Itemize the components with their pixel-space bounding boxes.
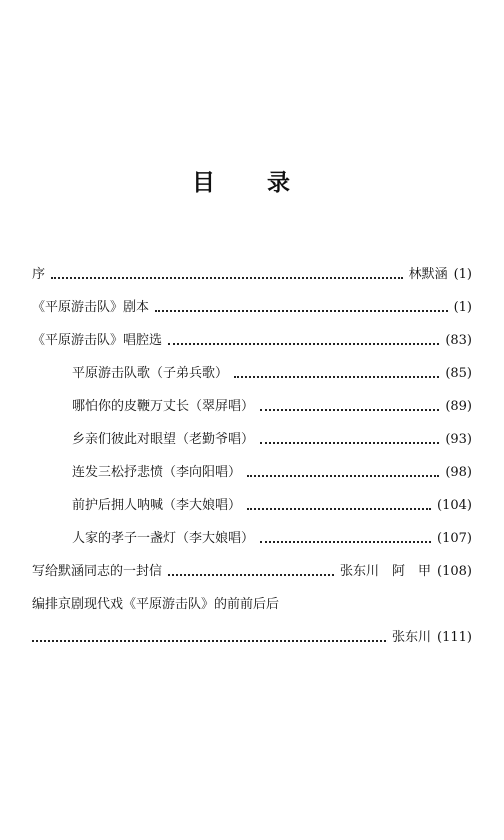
toc-entry-title: 哪怕你的皮鞭万丈长（翠屏唱）: [72, 399, 255, 414]
leader-dots: [32, 630, 386, 642]
toc-subentry[interactable]: [32, 429, 472, 451]
toc-entry-afterword-title[interactable]: [32, 594, 472, 616]
toc-entry-arias[interactable]: [32, 330, 472, 352]
toc-entry-page: (104): [437, 498, 472, 513]
leader-dots: [260, 399, 439, 411]
toc-entry-author: 林默涵: [408, 267, 448, 282]
toc-entry-page: (1): [453, 267, 472, 282]
table-of-contents: [32, 264, 472, 660]
toc-entry-letter[interactable]: [32, 561, 472, 583]
leader-dots: [260, 432, 439, 444]
toc-entry-title: 序: [32, 267, 46, 282]
leader-dots: [260, 531, 431, 543]
toc-entry-title: 前护后拥人呐喊（李大娘唱）: [72, 498, 242, 513]
toc-entry-author: 张东川: [392, 630, 432, 645]
toc-entry-title: 编排京剧现代戏《平原游击队》的前前后后: [32, 597, 280, 612]
toc-subentry[interactable]: [32, 396, 472, 418]
toc-entry-preface[interactable]: [32, 264, 472, 286]
page-title: 目 录: [191, 170, 312, 196]
leader-dots: [51, 267, 403, 279]
leader-dots: [234, 366, 439, 378]
toc-entry-page: (83): [445, 333, 472, 348]
toc-entry-page: (93): [445, 432, 472, 447]
toc-entry-page: (98): [445, 465, 472, 480]
toc-entry-title: 人家的孝子一盏灯（李大娘唱）: [72, 531, 255, 546]
toc-entry-title: 平原游击队歌（子弟兵歌）: [72, 366, 229, 381]
leader-dots: [168, 564, 334, 576]
toc-entry-page: (111): [437, 630, 472, 645]
toc-entry-title: 《平原游击队》唱腔选: [32, 333, 163, 348]
toc-entry-title: 乡亲们彼此对眼望（老勤爷唱）: [72, 432, 255, 447]
toc-entry-script[interactable]: [32, 297, 472, 319]
toc-entry-page: (1): [453, 300, 472, 315]
toc-subentry[interactable]: [32, 363, 472, 385]
leader-dots: [155, 300, 448, 312]
toc-entry-author: 张东川 阿 甲: [340, 564, 432, 579]
toc-entry-title: 连发三松抒悲愤（李向阳唱）: [72, 465, 242, 480]
leader-dots: [247, 465, 439, 477]
toc-entry-page: (89): [445, 399, 472, 414]
toc-subentry[interactable]: [32, 528, 472, 550]
toc-entry-afterword-leader[interactable]: [32, 627, 472, 649]
leader-dots: [247, 498, 431, 510]
toc-entry-page: (108): [437, 564, 472, 579]
toc-entry-title: 《平原游击队》剧本: [32, 300, 150, 315]
toc-entry-page: (107): [437, 531, 472, 546]
toc-entry-page: (85): [445, 366, 472, 381]
leader-dots: [168, 333, 439, 345]
toc-subentry[interactable]: [32, 462, 472, 484]
toc-entry-title: 写给默涵同志的一封信: [32, 564, 163, 579]
toc-subentry[interactable]: [32, 495, 472, 517]
